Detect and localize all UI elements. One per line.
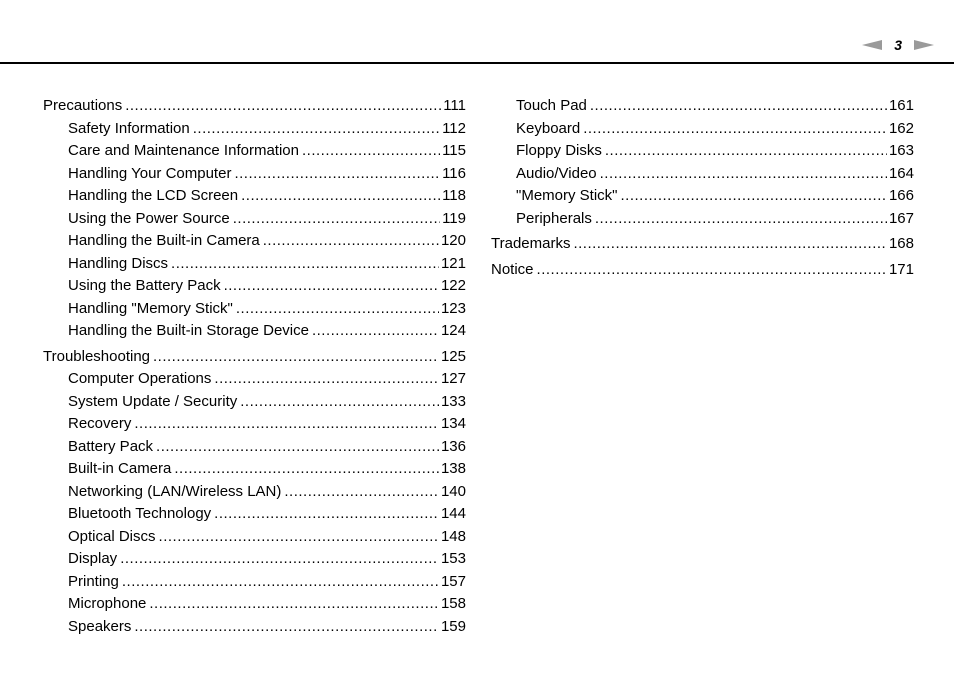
- toc-entry[interactable]: [491, 163, 914, 186]
- toc-entry-page: 168: [888, 235, 914, 252]
- toc-entry[interactable]: [491, 208, 914, 231]
- toc-entry-title: Printing: [68, 572, 119, 590]
- toc-entry-title: Networking (LAN/Wireless LAN): [68, 482, 282, 500]
- toc-dot-leader: [263, 230, 439, 253]
- toc-entry-title: Bluetooth Technology: [68, 505, 212, 522]
- toc-entry-title: Handling the Built-in Storage Device: [68, 322, 309, 339]
- toc-entry[interactable]: [43, 481, 466, 504]
- toc-dot-leader: [171, 253, 439, 276]
- toc-entry[interactable]: [43, 458, 466, 481]
- toc-entry-title: Battery Pack: [68, 437, 154, 455]
- toc-entry-page: 127: [440, 370, 466, 387]
- toc-entry-page: 164: [888, 164, 914, 182]
- toc-entry[interactable]: [43, 95, 466, 118]
- toc-entry-page: 159: [440, 617, 466, 635]
- toc-entry[interactable]: [43, 548, 466, 571]
- toc-dot-leader: [621, 185, 887, 208]
- toc-entry-page: 136: [440, 437, 466, 455]
- toc-entry-title: Safety Information: [68, 119, 190, 137]
- toc-entry-page: 121: [440, 254, 466, 272]
- toc-dot-leader: [595, 208, 887, 231]
- toc-entry-page: 120: [440, 232, 466, 249]
- toc-entry-title: Speakers: [68, 617, 132, 635]
- toc-column-left: [43, 95, 466, 638]
- toc-entry-page: 167: [888, 209, 914, 227]
- toc-entry-page: 134: [440, 415, 466, 432]
- toc-entry[interactable]: [43, 230, 466, 253]
- triangle-left-icon[interactable]: [862, 40, 882, 50]
- toc-entry-page: 138: [440, 460, 466, 477]
- toc-dot-leader: [236, 298, 439, 321]
- toc-entry[interactable]: [43, 346, 466, 369]
- toc-entry-page: 161: [888, 97, 914, 114]
- toc-entry-title: Troubleshooting: [43, 347, 151, 365]
- toc-dot-leader: [241, 185, 440, 208]
- toc-entry-title: Floppy Disks: [516, 142, 602, 159]
- toc-entry-title: Peripherals: [516, 209, 592, 227]
- toc-entry-page: 133: [440, 392, 466, 410]
- toc-entry-title: Keyboard: [516, 119, 581, 137]
- toc-entry-title: Notice: [491, 260, 534, 278]
- triangle-right-icon[interactable]: [914, 40, 934, 50]
- toc-entry-page: 148: [440, 527, 466, 545]
- toc-dot-leader: [312, 320, 439, 343]
- toc-dot-leader: [214, 503, 439, 526]
- toc-entry-page: 157: [440, 572, 466, 590]
- toc-entry-page: 111: [443, 97, 466, 114]
- toc-dot-leader: [302, 140, 440, 163]
- toc-entry-title: Recovery: [68, 415, 132, 432]
- toc-dot-leader: [284, 481, 439, 504]
- toc-entry-title: System Update / Security: [68, 392, 238, 410]
- toc-dot-leader: [240, 391, 439, 414]
- toc-dot-leader: [125, 95, 441, 118]
- toc-entry[interactable]: [43, 118, 466, 141]
- toc-entry-page: 153: [440, 550, 466, 567]
- toc-dot-leader: [233, 208, 440, 231]
- toc-entry-title: Handling the Built-in Camera: [68, 232, 260, 249]
- toc-entry-page: 112: [442, 119, 466, 137]
- toc-column-right: [491, 95, 914, 281]
- toc-dot-leader: [605, 140, 887, 163]
- toc-entry-title: Using the Power Source: [68, 209, 230, 227]
- toc-entry[interactable]: [43, 140, 466, 163]
- toc-entry-page: 116: [442, 164, 466, 182]
- toc-dot-leader: [224, 275, 439, 298]
- toc-dot-leader: [214, 368, 439, 391]
- toc-dot-leader: [159, 526, 439, 549]
- toc-entry-page: 166: [888, 187, 914, 204]
- toc-entry-title: Audio/Video: [516, 164, 597, 182]
- toc-entry-page: 144: [440, 505, 466, 522]
- toc-dot-leader: [120, 548, 439, 571]
- toc-entry[interactable]: [43, 571, 466, 594]
- toc-dot-leader: [122, 571, 439, 594]
- header-divider: [0, 62, 954, 64]
- toc-entry[interactable]: [43, 253, 466, 276]
- toc-entry-title: Care and Maintenance Information: [68, 142, 299, 159]
- toc-entry[interactable]: [43, 526, 466, 549]
- toc-entry-title: Using the Battery Pack: [68, 277, 221, 294]
- toc-entry-title: Trademarks: [491, 235, 571, 252]
- toc-dot-leader: [153, 346, 439, 369]
- toc-dot-leader: [600, 163, 887, 186]
- page-header: [0, 0, 954, 64]
- toc-entry[interactable]: [43, 185, 466, 208]
- toc-dot-leader: [149, 593, 439, 616]
- toc-entry[interactable]: [491, 140, 914, 163]
- toc-entry[interactable]: [43, 503, 466, 526]
- toc-entry-title: Handling "Memory Stick": [68, 299, 233, 317]
- toc-dot-leader: [234, 163, 440, 186]
- toc-entry-page: 122: [440, 277, 466, 294]
- toc-entry-title: Touch Pad: [516, 97, 587, 114]
- toc-entry-page: 124: [440, 322, 466, 339]
- toc-entry-title: Handling Discs: [68, 254, 169, 272]
- toc-entry-title: Computer Operations: [68, 370, 212, 387]
- toc-entry[interactable]: [491, 233, 914, 256]
- toc-entry[interactable]: [43, 275, 466, 298]
- toc-entry-page: 118: [442, 187, 466, 204]
- toc-entry-page: 125: [440, 347, 466, 365]
- toc-entry[interactable]: [43, 593, 466, 616]
- toc-dot-leader: [573, 233, 887, 256]
- toc-entry-title: Display: [68, 550, 118, 567]
- toc-entry-page: 115: [442, 142, 466, 159]
- toc-entry[interactable]: [43, 163, 466, 186]
- toc-entry[interactable]: [43, 298, 466, 321]
- toc-entry-page: 158: [440, 595, 466, 612]
- toc-dot-leader: [134, 616, 439, 639]
- toc-entry[interactable]: [491, 118, 914, 141]
- toc-dot-leader: [134, 413, 439, 436]
- toc-entry-title: Handling Your Computer: [68, 164, 232, 182]
- toc-entry-page: 119: [442, 209, 466, 227]
- toc-entry-page: 140: [440, 482, 466, 500]
- toc-entry-title: Microphone: [68, 595, 147, 612]
- toc-entry[interactable]: [43, 391, 466, 414]
- page-number: 3: [894, 37, 902, 53]
- toc-entry[interactable]: [43, 320, 466, 343]
- toc-entry-title: Optical Discs: [68, 527, 156, 545]
- toc-entry-page: 162: [888, 119, 914, 137]
- toc-dot-leader: [193, 118, 440, 141]
- toc-entry[interactable]: [43, 616, 466, 639]
- toc-entry-title: Precautions: [43, 97, 123, 114]
- toc-entry-title: "Memory Stick": [516, 187, 618, 204]
- toc-entry-page: 171: [888, 260, 914, 278]
- toc-entry-title: Handling the LCD Screen: [68, 187, 239, 204]
- toc-entry[interactable]: [43, 413, 466, 436]
- toc-dot-leader: [156, 436, 439, 459]
- page-navigation: [862, 36, 934, 54]
- toc-dot-leader: [174, 458, 439, 481]
- toc-entry[interactable]: [43, 436, 466, 459]
- toc-entry[interactable]: [491, 95, 914, 118]
- toc-entry-page: 163: [888, 142, 914, 159]
- toc-dot-leader: [537, 259, 887, 282]
- toc-dot-leader: [590, 95, 887, 118]
- toc-entry[interactable]: [491, 185, 914, 208]
- toc-entry-title: Built-in Camera: [68, 460, 172, 477]
- toc-entry-page: 123: [440, 299, 466, 317]
- toc-entry[interactable]: [491, 259, 914, 282]
- toc-dot-leader: [583, 118, 887, 141]
- toc-entry[interactable]: [43, 208, 466, 231]
- toc-entry[interactable]: [43, 368, 466, 391]
